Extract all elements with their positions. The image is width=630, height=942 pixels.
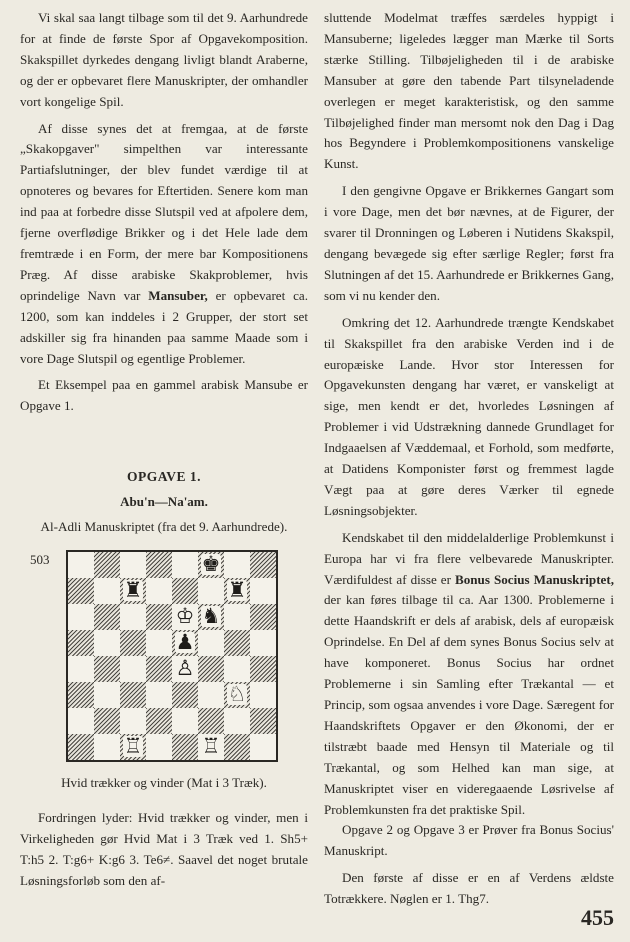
board-square	[120, 734, 146, 760]
white-rook-icon: ♖	[123, 734, 143, 759]
board-square	[198, 682, 224, 708]
board-square	[224, 578, 250, 604]
board-square	[120, 578, 146, 604]
problem-title: OPGAVE 1.	[126, 469, 201, 485]
board-square	[198, 552, 224, 578]
board-square	[68, 682, 94, 708]
board-square	[68, 578, 94, 604]
board-square	[120, 552, 146, 578]
board-square	[250, 656, 276, 682]
board-square	[146, 656, 172, 682]
board-square	[198, 708, 224, 734]
board-square	[68, 630, 94, 656]
board-square	[250, 552, 276, 578]
paragraph: Kendskabet til den middelalderlige Problemkunst i Europa har vi fra flere velbevarede Manuskripter. Værdifuldest af disse er Bonus Socius Manuskriptet, der kan føres tilbage til ca. Aar 1300. Problemerne i dette Haandskrift er dels af arabisk, dels af europæisk Oprindelse. En Del af dem synes Bonus Socius selv at have komponeret. Bonus Socius har ordnet Problemerne i sin Samling efter Trækantal — et Princip, som ogsaa anvendes i vore Dage. Særegent for Haandskriftets Opgaver er den Økonomi, der er tilstræbt baade med Hensyn til Materiale og til Trækantal, og som Helhed kan man sige, at Manuskriptet viser en videregaaende Løsrivelse af Problemkunsten fra det praktiske Spil.	[324, 529, 615, 817]
problem-source: Al-Adli Manuskriptet (fra det 9. Aarhundrede).	[40, 519, 288, 535]
board-square	[120, 682, 146, 708]
board-square	[172, 604, 198, 630]
page-number: 455	[581, 905, 614, 930]
paragraph: Fordringen lyder: Hvid trækker og vinder, men i Virkeligheden gør Hvid Mat i 3 Træk ved 1. Sh5+ T:h5 2. T:g6+ K:g6 3. Te6≠. Saavel det noget brutale Løsningsforløb som den af-	[20, 809, 308, 888]
board-square	[224, 656, 250, 682]
board-square	[94, 682, 120, 708]
board-square	[68, 656, 94, 682]
black-knight-icon: ♞	[201, 604, 221, 629]
paragraph: Af disse synes det at fremgaa, at de første „Skakopgaver" simpelthen var interessante Partiafslutninger, der blev fundet værdige til at opnoteres og bevares for Eftertiden. Senere kom man ind paa at forbedre disse Slutspil ved at afpolere dem, fjerne overflødige Brikker og i det Hele lade dem fremtræde i en Form, der mere bar Kompositionens Præg. Af disse arabiske Skakproblemer, hvis oprindelige Navn var Mansuber, er opbevaret ca. 1200, som kan inddeles i 2 Grupper, der stort set adskiller sig fra hinanden paa samme Maade som i vore Dage Slutspil og egentlige Problemer.	[20, 120, 308, 366]
board-square	[224, 552, 250, 578]
board-square	[198, 656, 224, 682]
white-pawn-icon: ♙	[175, 656, 195, 681]
board-square	[198, 630, 224, 656]
diagram-caption: Hvid trækker og vinder (Mat i 3 Træk).	[61, 774, 267, 790]
paragraph: Et Eksempel paa en gammel arabisk Mansube er Opgave 1.	[20, 377, 308, 414]
board-square	[250, 734, 276, 760]
chess-diagram	[20, 548, 308, 773]
black-king-icon: ♚	[201, 552, 221, 577]
black-rook-icon: ♜	[123, 578, 143, 603]
board-square	[250, 708, 276, 734]
board-square	[172, 656, 198, 682]
board-square	[68, 708, 94, 734]
white-rook-icon: ♖	[201, 734, 221, 759]
chess-board	[66, 550, 278, 762]
board-square	[146, 552, 172, 578]
board-square	[146, 604, 172, 630]
right-column	[324, 8, 614, 910]
bold-term: Mansuber,	[148, 287, 208, 303]
board-square	[198, 734, 224, 760]
black-pawn-icon: ♟	[175, 630, 195, 655]
paragraph: Omkring det 12. Aarhundrede trængte Kendskabet til Skakspillet fra den arabiske Verden ind i de europæiske Lande. Hvor stor Interessen for Opgavekunsten dengang har været, er vanskeligt at sige, men kendt er det, hvorledes Løsningen af Problemer i vid Udstrækning dannede Grundlaget for Indgaaelsen af Væddemaal, et Forhold, som medførte, at Datidens Komponister først og fremmest lagde Vægt paa at gøre deres Værker til egnede Løsningsobjekter.	[324, 314, 614, 518]
board-square	[224, 708, 250, 734]
board-square	[146, 708, 172, 734]
board-square	[172, 734, 198, 760]
problem-author: Abu'n—Na'am.	[120, 494, 208, 510]
bold-term: Bonus Socius Manuskriptet,	[454, 571, 615, 587]
paragraph: Opgave 2 og Opgave 3 er Prøver fra Bonus Socius' Manuskript.	[324, 822, 614, 859]
board-square	[94, 604, 120, 630]
white-king-icon: ♔	[175, 604, 195, 629]
board-square	[198, 604, 224, 630]
board-square	[250, 630, 276, 656]
board-square	[94, 656, 120, 682]
board-square	[224, 682, 250, 708]
board-square	[120, 708, 146, 734]
black-rook-icon: ♜	[227, 578, 247, 603]
diagram-number: 503	[30, 551, 50, 567]
board-square	[224, 734, 250, 760]
board-square	[146, 682, 172, 708]
board-square	[120, 604, 146, 630]
board-square	[94, 552, 120, 578]
board-square	[94, 578, 120, 604]
board-square	[172, 578, 198, 604]
board-square	[224, 604, 250, 630]
board-square	[146, 734, 172, 760]
board-square	[146, 630, 172, 656]
board-square	[120, 656, 146, 682]
paragraph: Den første af disse er en af Verdens ældste Totrækkere. Nøglen er 1. Thg7.	[324, 870, 614, 907]
board-square	[94, 630, 120, 656]
board-square	[172, 682, 198, 708]
board-square	[68, 552, 94, 578]
board-square	[172, 708, 198, 734]
board-square	[250, 682, 276, 708]
paragraph: I den gengivne Opgave er Brikkernes Gangart som i vore Dage, men det bør nævnes, at de Figurer, der svarer til Dronningen og Løberen i Nutidens Skakspil, dengang bevægede sig efter særlige Regler; først fra Slutningen af det 15. Aarhundrede er Brikkernes Gang, som vi nu kender den.	[324, 183, 614, 303]
white-knight-icon: ♘	[227, 682, 247, 707]
board-square	[68, 734, 94, 760]
left-column	[20, 8, 308, 891]
board-square	[250, 578, 276, 604]
board-square	[250, 604, 276, 630]
board-square	[94, 708, 120, 734]
board-square	[120, 630, 146, 656]
paragraph: Vi skal saa langt tilbage som til det 9. Aarhundrede for at finde de første Spor af Opgavekomposition. Skakspillet dyrkedes dengang livligt blandt Araberne, og der er opbevaret flere Manuskripter, der omhandler vort kongelige Spil.	[20, 10, 308, 109]
paragraph: sluttende Modelmat træffes særdeles hyppigt i Mansuberne; ligeledes lægger man Mærke til Sorts stærke Stilling. Tilbøjeligheden til i de arabiske Mansuber at gøre den tabende Part tilsyneladende overlegen er meget karakteristisk, og den samme Tilbøjelighed finder man mersomt nok den Dag i Dag hos Begyndere i Problemkompositionens vanskelige Kunst.	[324, 10, 614, 172]
board-square	[198, 578, 224, 604]
board-square	[172, 630, 198, 656]
board-square	[68, 604, 94, 630]
board-square	[172, 552, 198, 578]
board-square	[224, 630, 250, 656]
board-square	[146, 578, 172, 604]
board-square	[94, 734, 120, 760]
